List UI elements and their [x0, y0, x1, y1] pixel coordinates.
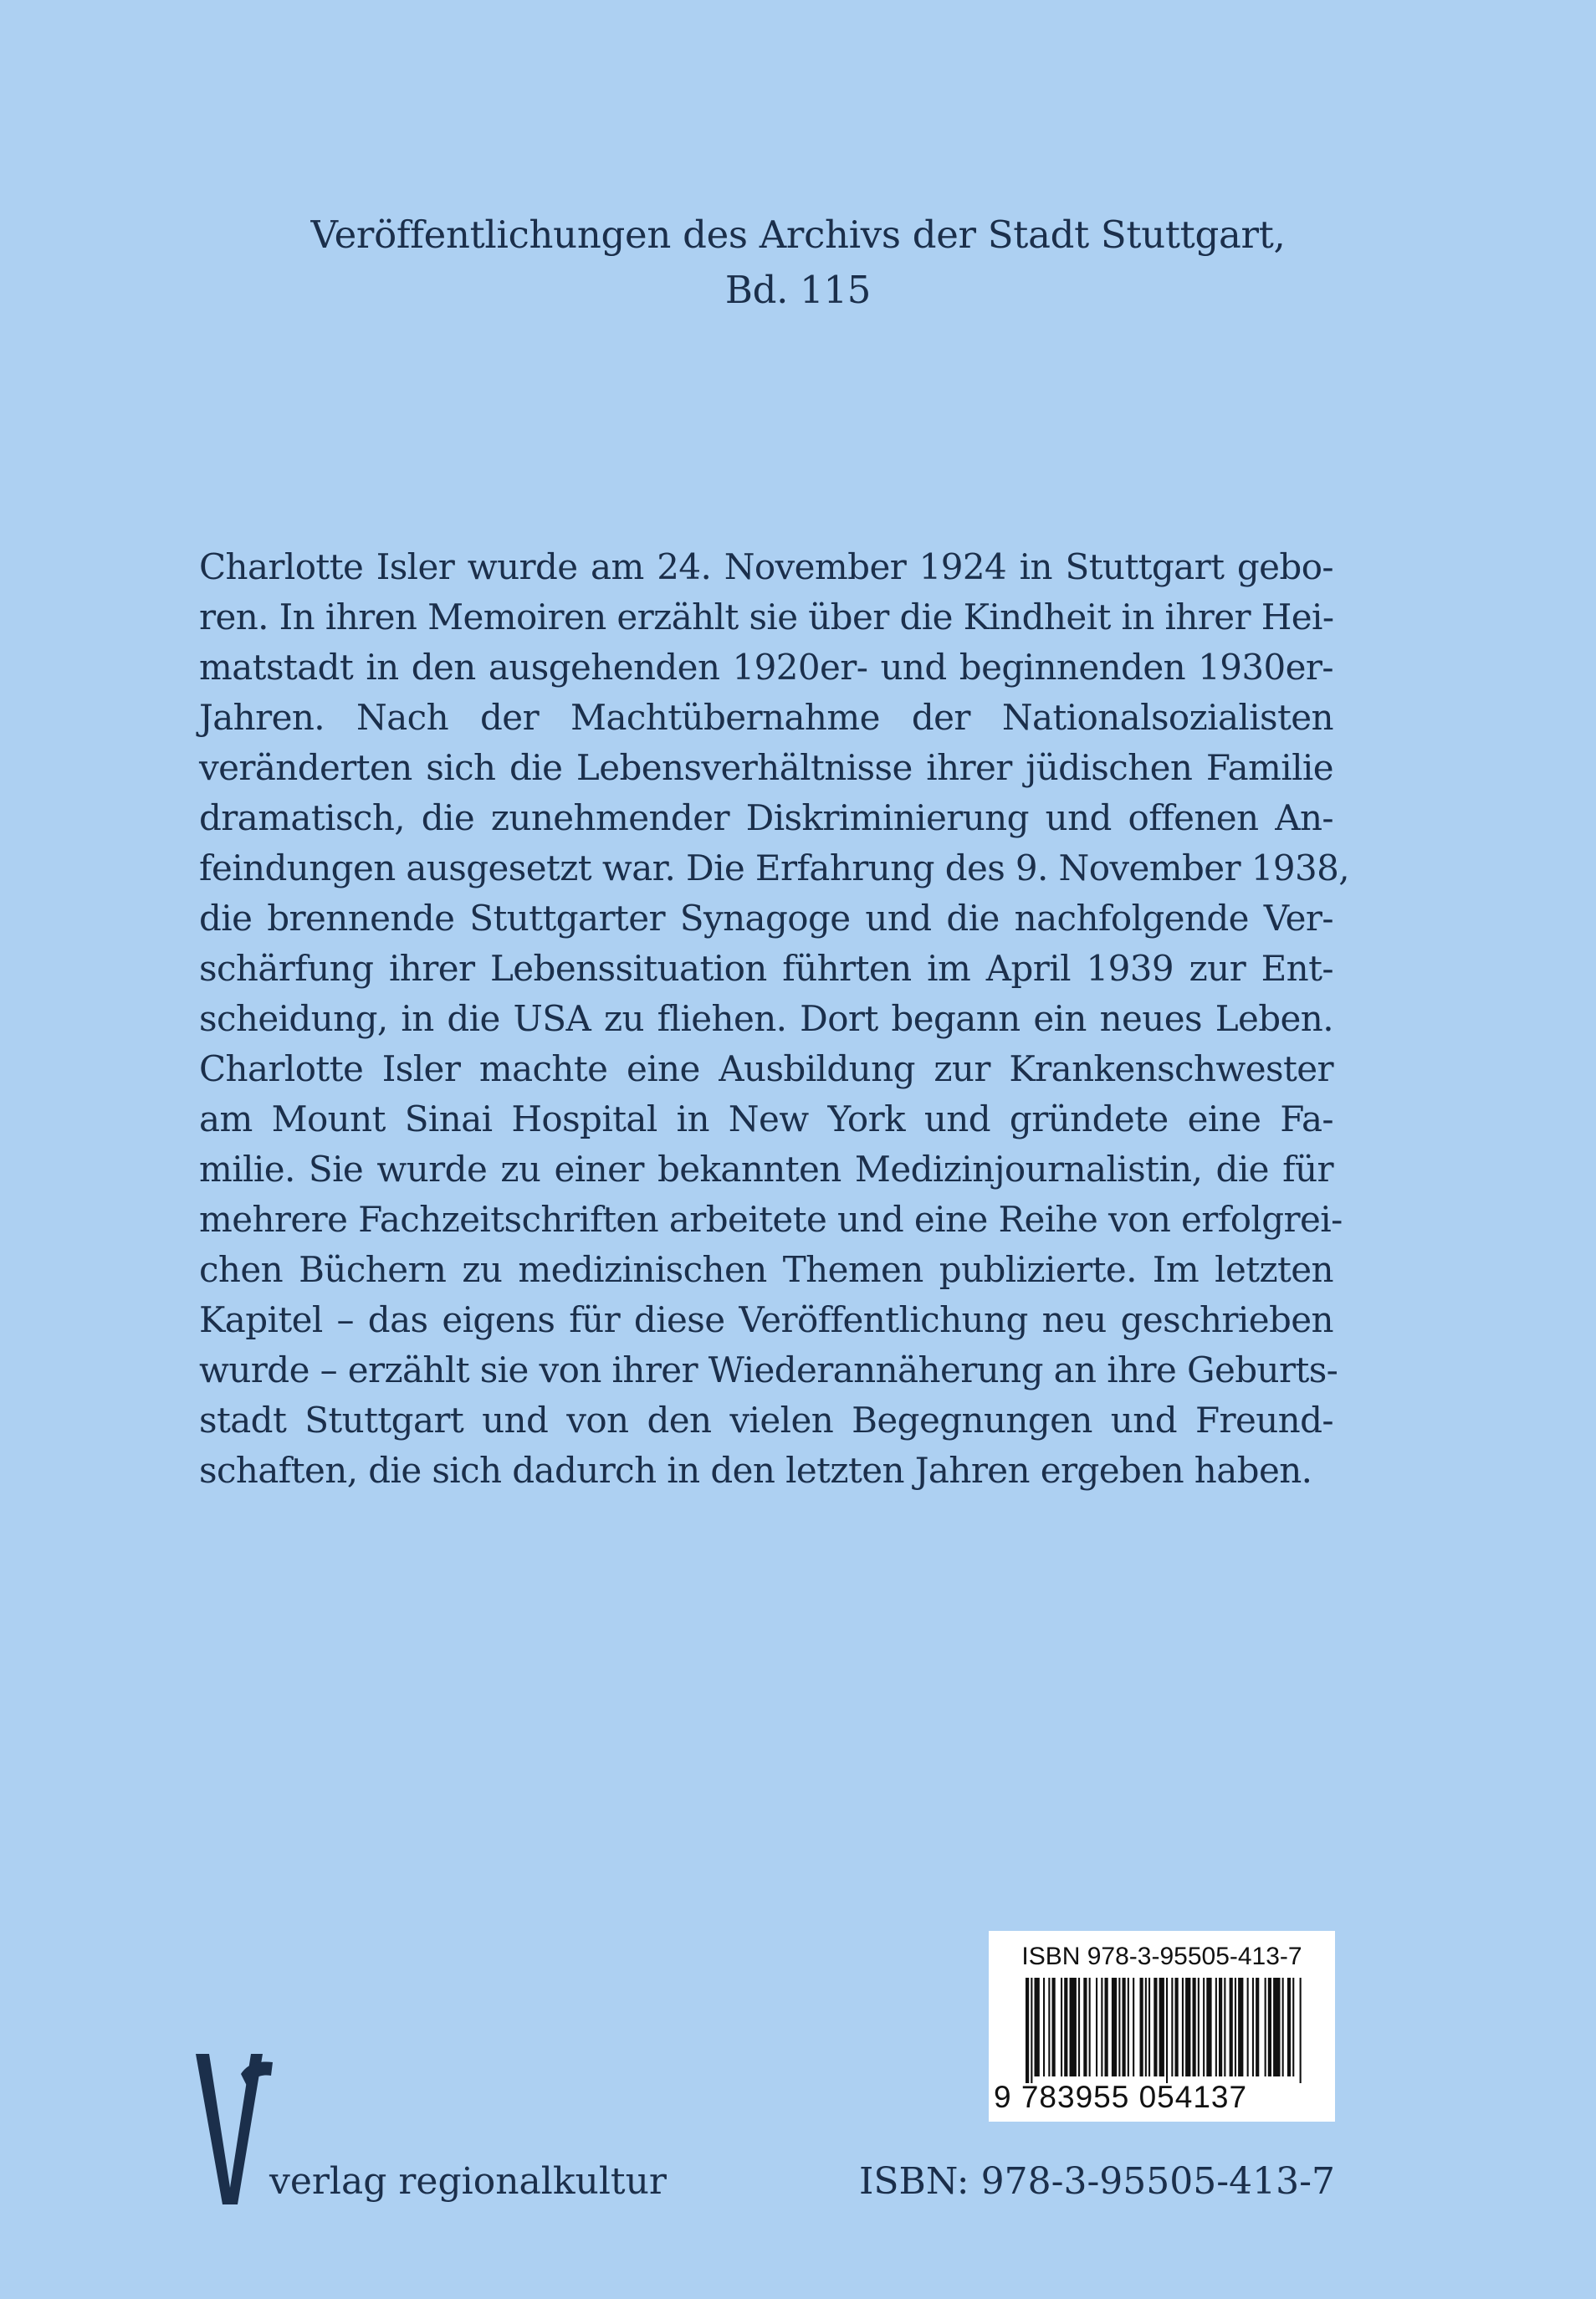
barcode-bar	[1203, 1978, 1205, 2076]
barcode-bar	[1112, 1978, 1117, 2076]
barcode-bar	[1287, 1978, 1291, 2076]
barcode-bar	[1219, 1978, 1222, 2076]
blurb-line: veränderten sich die Lebensverhältnisse ihrer jüdischen Familie	[199, 747, 1333, 788]
barcode-bar	[1198, 1978, 1200, 2076]
blurb-line: ren. In ihren Memoiren erzählt sie über die Kindheit in ihrer Hei-	[199, 597, 1334, 637]
barcode-bar	[1133, 1978, 1134, 2076]
vr-logo-icon	[192, 2054, 279, 2204]
barcode-bar	[1252, 1978, 1254, 2076]
barcode-bar	[1268, 1978, 1271, 2076]
barcode-bar	[1247, 1978, 1249, 2076]
barcode-bar	[1128, 1978, 1129, 2076]
barcode-bar	[1273, 1978, 1280, 2076]
barcode-bar	[1182, 1978, 1184, 2076]
blurb-line: matstadt in den ausgehenden 1920er- und beginnenden 1930er-	[199, 647, 1333, 688]
barcode-bar	[1118, 1978, 1120, 2076]
blurb-line: am Mount Sinai Hospital in New York und gründete eine Fa-	[199, 1098, 1333, 1139]
barcode-bar	[1148, 1978, 1150, 2076]
barcode-bar	[1048, 1978, 1050, 2076]
isbn-footer: ISBN: 978-3-95505-413-7	[859, 2160, 1335, 2203]
barcode-bar	[1089, 1978, 1091, 2076]
blurb-line: feindungen ausgesetzt war. Die Erfahrung des 9. November 1938,	[199, 847, 1350, 888]
barcode-bar	[1166, 1978, 1168, 2083]
blurb-line: die brennende Stuttgarter Synagoge und die nachfolgende Ver-	[199, 898, 1333, 939]
barcode-digits: 9 783955 054137	[994, 2080, 1248, 2114]
barcode-isbn-text: ISBN 978-3-95505-413-7	[1021, 1943, 1302, 1970]
blurb-line: schärfung ihrer Lebenssituation führten im April 1939 zur Ent-	[199, 948, 1333, 989]
barcode-bar	[1206, 1978, 1211, 2076]
blurb-line: schaften, die sich dadurch in den letzten Jahren ergeben haben.	[199, 1450, 1312, 1491]
barcode-bar	[1230, 1978, 1233, 2076]
barcode-bars	[1026, 1978, 1302, 2083]
barcode-bar	[1105, 1978, 1108, 2076]
barcode-bar	[1101, 1978, 1102, 2076]
barcode-bar	[1070, 1978, 1077, 2076]
barcode-bar	[1235, 1978, 1236, 2076]
barcode-bar	[1175, 1978, 1179, 2076]
blurb-line: scheidung, in die USA zu fliehen. Dort begann ein neues Leben.	[199, 998, 1333, 1039]
barcode-bar	[1265, 1978, 1266, 2076]
barcode-bar	[1154, 1978, 1157, 2076]
barcode-bar	[1123, 1978, 1126, 2076]
barcode-bar	[1215, 1978, 1217, 2076]
blurb-line: Kapitel – das eigens für diese Veröffentlichung neu geschrieben	[199, 1299, 1333, 1340]
barcode-bar	[1083, 1978, 1087, 2076]
barcode-bar	[1031, 1978, 1032, 2083]
blurb-line: Charlotte Isler wurde am 24. November 1924 in Stuttgart gebo-	[199, 546, 1333, 587]
barcode-bar	[1096, 1978, 1097, 2076]
series-title-line-1: Veröffentlichungen des Archivs der Stadt Stuttgart,	[310, 212, 1286, 257]
barcode-bar	[1238, 1978, 1243, 2076]
blurb-line: milie. Sie wurde zu einer bekannten Medizinjournalistin, die für	[199, 1149, 1333, 1190]
blurb-line: Jahren. Nach der Machtübernahme der Nationalsozialisten	[199, 697, 1333, 738]
barcode-bar	[1300, 1978, 1302, 2083]
barcode-bar	[1043, 1978, 1045, 2076]
barcode-bar	[1140, 1978, 1143, 2076]
barcode-bar	[1193, 1978, 1196, 2076]
barcode-bar	[1185, 1978, 1190, 2076]
barcode-bar	[1061, 1978, 1062, 2076]
barcode-bar	[1064, 1978, 1067, 2076]
blurb-line: stadt Stuttgart und von den vielen Begegnungen und Freund-	[199, 1400, 1333, 1441]
barcode-label	[989, 1931, 1335, 2122]
blurb-line: chen Büchern zu medizinischen Themen publizierte. Im letzten	[199, 1249, 1333, 1290]
barcode-bar	[1035, 1978, 1040, 2076]
barcode-bar	[1282, 1978, 1284, 2076]
series-title-line-2: Bd. 115	[724, 268, 872, 312]
barcode-bar	[1078, 1978, 1080, 2076]
barcode-bar	[1256, 1978, 1259, 2076]
blurb-line: Charlotte Isler machte eine Ausbildung zur Krankenschwester	[199, 1048, 1333, 1089]
barcode-bar	[1159, 1978, 1164, 2076]
barcode-bar	[1171, 1978, 1173, 2076]
barcode-bar	[1026, 1978, 1029, 2083]
publisher-name: verlag regionalkultur	[269, 2160, 667, 2203]
blurb-text	[199, 542, 1350, 1496]
blurb-line: mehrere Fachzeitschriften arbeitete und eine Reihe von erfolgrei-	[199, 1199, 1343, 1240]
series-title	[0, 207, 1596, 318]
barcode-bar	[1145, 1978, 1147, 2076]
barcode-bar	[1052, 1978, 1056, 2076]
barcode-bar	[1292, 1978, 1294, 2076]
blurb-line: wurde – erzählt sie von ihrer Wiederannäherung an ihre Geburts-	[199, 1349, 1338, 1390]
blurb-line: dramatisch, die zunehmender Diskriminierung und offenen An-	[199, 797, 1333, 838]
barcode-bar	[1224, 1978, 1225, 2076]
